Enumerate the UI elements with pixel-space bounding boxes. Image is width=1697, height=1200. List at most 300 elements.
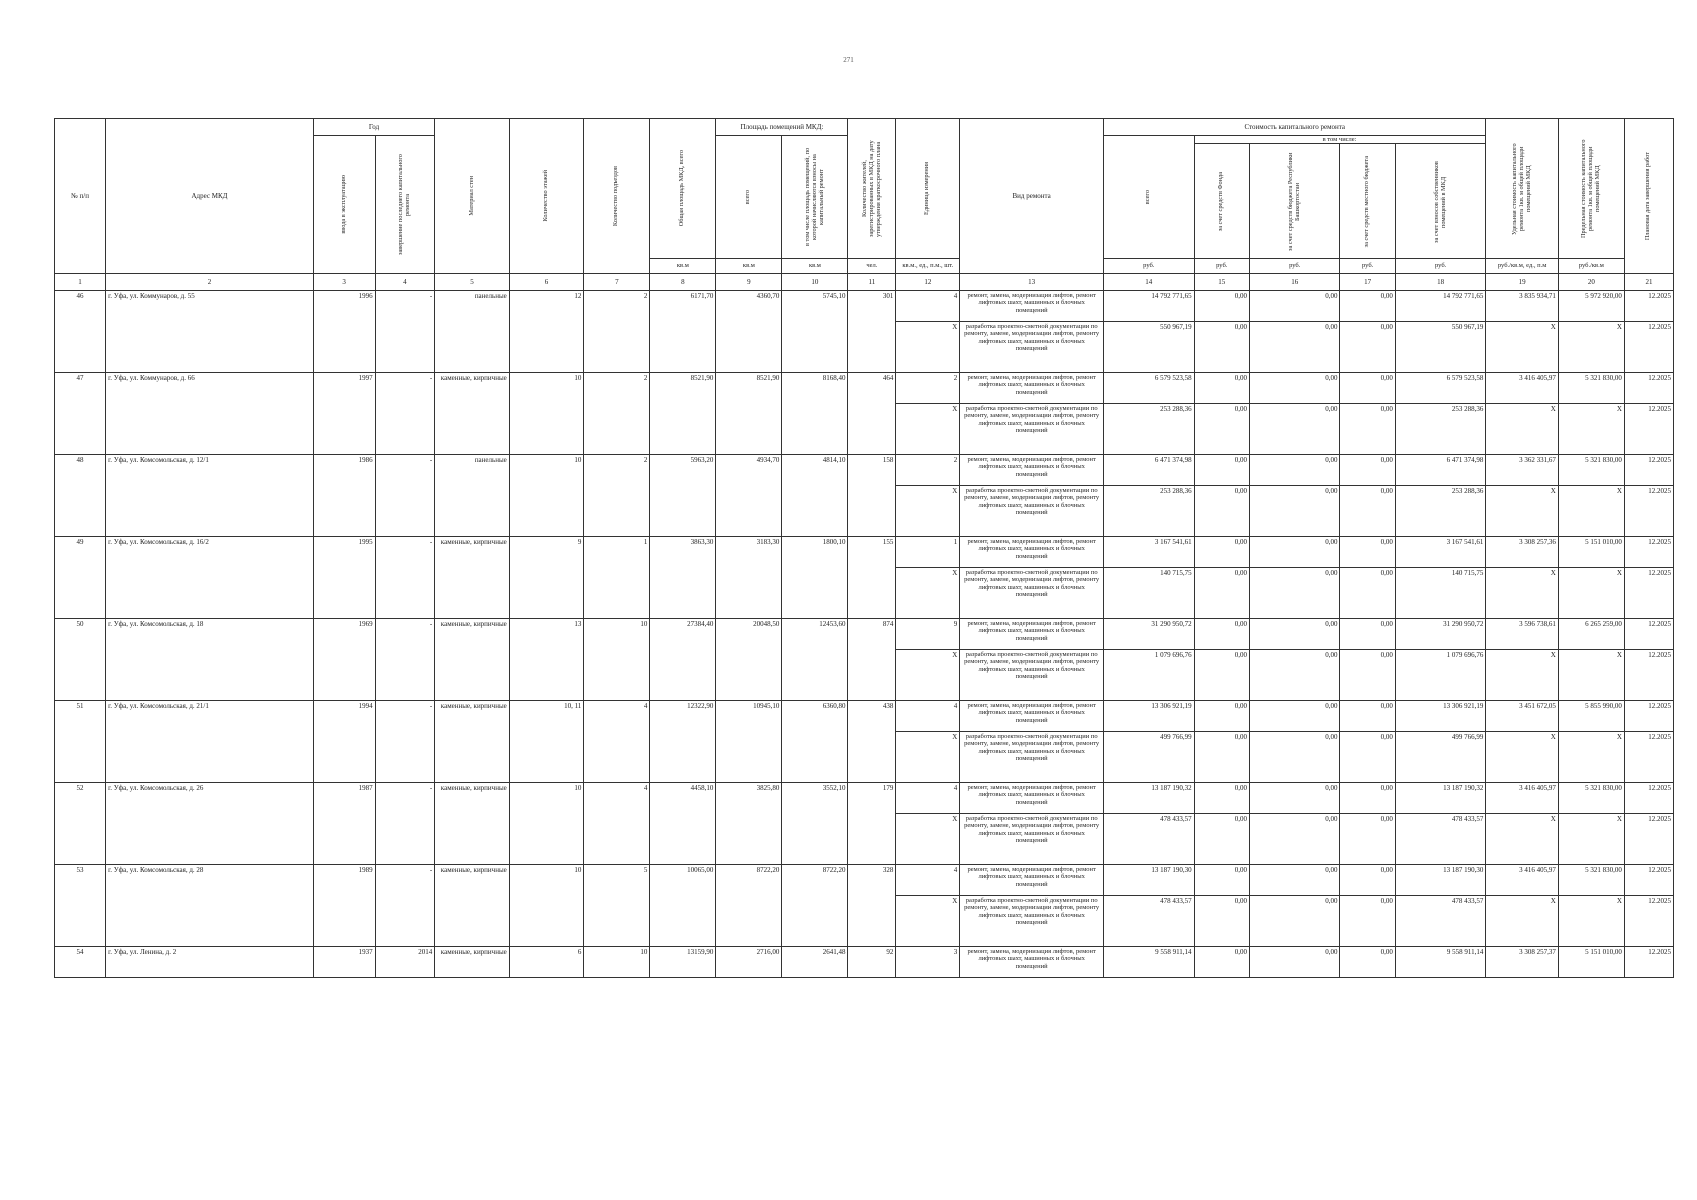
work-type: ремонт, замена, модернизация лифтов, ремонт лифтовых шахт, машинных и блочных помещений (960, 373, 1104, 404)
row-address: г. Уфа, ул. Ленина, д. 2 (106, 947, 314, 978)
unit-cost: 3 362 331,67 (1486, 455, 1558, 486)
header-year-group: Год (313, 119, 434, 136)
cost-local: 0,00 (1340, 865, 1395, 896)
row-entrances: 2 (584, 455, 650, 537)
work-unit: 2 (896, 455, 960, 486)
deadline: 12.2025 (1624, 896, 1673, 947)
deadline: 12.2025 (1624, 865, 1673, 896)
cost-total: 13 187 190,32 (1104, 783, 1195, 814)
cost-owners: 6 471 374,98 (1395, 455, 1486, 486)
cost-fund: 0,00 (1194, 322, 1249, 373)
column-number: 6 (509, 274, 584, 291)
cost-republic: 0,00 (1249, 619, 1340, 650)
column-number: 10 (782, 274, 848, 291)
table-row (55, 947, 1674, 978)
deadline: 12.2025 (1624, 568, 1673, 619)
max-cost: 6 265 259,00 (1558, 619, 1624, 650)
cost-local: 0,00 (1340, 619, 1395, 650)
column-number: 14 (1104, 274, 1195, 291)
row-floors: 10 (509, 783, 584, 865)
row-floors: 13 (509, 619, 584, 701)
max-cost: X (1558, 896, 1624, 947)
cost-republic: 0,00 (1249, 568, 1340, 619)
work-type: ремонт, замена, модернизация лифтов, ремонт лифтовых шахт, машинных и блочных помещений (960, 947, 1104, 978)
row-floors: 10 (509, 373, 584, 455)
cost-total: 550 967,19 (1104, 322, 1195, 373)
work-type: разработка проектно-сметной документации по ремонту, замене, модернизации лифтов, ремонту лифтовых шахт, машинных и блочных помещений (960, 404, 1104, 455)
cost-local: 0,00 (1340, 291, 1395, 322)
header-total-area: Общая площадь МКД, всего (650, 119, 716, 259)
cost-republic: 0,00 (1249, 373, 1340, 404)
unit-cost: 3 451 672,05 (1486, 701, 1558, 732)
row-area-total: 5963,20 (650, 455, 716, 537)
cost-republic: 0,00 (1249, 455, 1340, 486)
cost-fund: 0,00 (1194, 537, 1249, 568)
row-year-repair: - (375, 865, 435, 947)
column-number: 15 (1194, 274, 1249, 291)
work-type: разработка проектно-сметной документации по ремонту, замене, модернизации лифтов, ремонту лифтовых шахт, машинных и блочных помещений (960, 896, 1104, 947)
max-cost: 5 151 010,00 (1558, 947, 1624, 978)
cost-total: 140 715,75 (1104, 568, 1195, 619)
max-cost: 5 321 830,00 (1558, 783, 1624, 814)
cost-owners: 1 079 696,76 (1395, 650, 1486, 701)
unit-cell: кв.м., ед., п.м., шт. (896, 259, 960, 274)
unit-cost: 3 416 405,97 (1486, 865, 1558, 896)
header-num: № п/п (55, 119, 106, 274)
unit-cost: X (1486, 568, 1558, 619)
deadline: 12.2025 (1624, 537, 1673, 568)
cost-republic: 0,00 (1249, 783, 1340, 814)
row-year-built: 1995 (313, 537, 375, 619)
row-year-built: 1986 (313, 455, 375, 537)
row-year-built: 1937 (313, 947, 375, 978)
column-number: 20 (1558, 274, 1624, 291)
row-area-total: 27384,40 (650, 619, 716, 701)
table-row (55, 701, 1674, 732)
max-cost: 5 151 010,00 (1558, 537, 1624, 568)
column-number: 9 (716, 274, 782, 291)
cost-owners: 478 433,57 (1395, 814, 1486, 865)
unit-cost: X (1486, 486, 1558, 537)
cost-owners: 478 433,57 (1395, 896, 1486, 947)
row-area-all: 8521,90 (716, 373, 782, 455)
cost-republic: 0,00 (1249, 865, 1340, 896)
work-type: ремонт, замена, модернизация лифтов, ремонт лифтовых шахт, машинных и блочных помещений (960, 865, 1104, 896)
row-year-repair: - (375, 373, 435, 455)
cost-fund: 0,00 (1194, 455, 1249, 486)
cost-local: 0,00 (1340, 486, 1395, 537)
row-area-res: 5745,10 (782, 291, 848, 373)
unit-cost: 3 308 257,37 (1486, 947, 1558, 978)
work-unit: 4 (896, 783, 960, 814)
row-wall-material: панельные (435, 291, 510, 373)
column-number: 12 (896, 274, 960, 291)
cost-owners: 550 967,19 (1395, 322, 1486, 373)
cost-fund: 0,00 (1194, 732, 1249, 783)
row-entrances: 4 (584, 701, 650, 783)
header-entrances: Количество подъездов (584, 119, 650, 274)
work-unit: X (896, 568, 960, 619)
work-unit: X (896, 404, 960, 455)
cost-owners: 14 792 771,65 (1395, 291, 1486, 322)
cost-fund: 0,00 (1194, 291, 1249, 322)
deadline: 12.2025 (1624, 732, 1673, 783)
unit-cell: кв.м (650, 259, 716, 274)
cost-local: 0,00 (1340, 322, 1395, 373)
max-cost: X (1558, 404, 1624, 455)
cost-fund: 0,00 (1194, 814, 1249, 865)
table-row (55, 865, 1674, 896)
cost-owners: 6 579 523,58 (1395, 373, 1486, 404)
cost-fund: 0,00 (1194, 568, 1249, 619)
unit-cell: руб./кв.м, ед., п.м (1486, 259, 1558, 274)
row-year-built: 1969 (313, 619, 375, 701)
row-year-repair: - (375, 619, 435, 701)
unit-cost: 3 835 934,71 (1486, 291, 1558, 322)
deadline: 12.2025 (1624, 947, 1673, 978)
table-row (55, 619, 1674, 650)
row-floors: 6 (509, 947, 584, 978)
max-cost: X (1558, 814, 1624, 865)
work-unit: X (896, 322, 960, 373)
row-area-total: 6171,70 (650, 291, 716, 373)
table-row (55, 291, 1674, 322)
column-number: 21 (1624, 274, 1673, 291)
cost-republic: 0,00 (1249, 404, 1340, 455)
cost-total: 499 766,99 (1104, 732, 1195, 783)
row-year-repair: - (375, 537, 435, 619)
cost-total: 9 558 911,14 (1104, 947, 1195, 978)
row-number: 50 (55, 619, 106, 701)
row-entrances: 4 (584, 783, 650, 865)
work-type: ремонт, замена, модернизация лифтов, ремонт лифтовых шахт, машинных и блочных помещений (960, 783, 1104, 814)
work-type: разработка проектно-сметной документации по ремонту, замене, модернизации лифтов, ремонту лифтовых шахт, машинных и блочных помещений (960, 650, 1104, 701)
cost-fund: 0,00 (1194, 947, 1249, 978)
cost-fund: 0,00 (1194, 373, 1249, 404)
row-year-repair: - (375, 701, 435, 783)
row-year-built: 1996 (313, 291, 375, 373)
unit-cell: руб./кв.м (1558, 259, 1624, 274)
work-type: ремонт, замена, модернизация лифтов, ремонт лифтовых шахт, машинных и блочных помещений (960, 537, 1104, 568)
work-unit: 2 (896, 373, 960, 404)
cost-owners: 499 766,99 (1395, 732, 1486, 783)
unit-cost: X (1486, 650, 1558, 701)
row-area-res: 6360,80 (782, 701, 848, 783)
row-area-total: 12322,90 (650, 701, 716, 783)
row-residents: 464 (848, 373, 896, 455)
header-row-1 (55, 119, 1674, 136)
unit-cost: X (1486, 732, 1558, 783)
work-type: ремонт, замена, модернизация лифтов, ремонт лифтовых шахт, машинных и блочных помещений (960, 291, 1104, 322)
row-area-all: 10945,10 (716, 701, 782, 783)
row-year-built: 1997 (313, 373, 375, 455)
row-year-repair: - (375, 291, 435, 373)
deadline: 12.2025 (1624, 322, 1673, 373)
cost-local: 0,00 (1340, 783, 1395, 814)
cost-total: 14 792 771,65 (1104, 291, 1195, 322)
table-row (55, 783, 1674, 814)
cost-total: 6 579 523,58 (1104, 373, 1195, 404)
work-type: ремонт, замена, модернизация лифтов, ремонт лифтовых шахт, машинных и блочных помещений (960, 455, 1104, 486)
header-cost-local: за счет средств местного бюджета (1340, 136, 1395, 259)
max-cost: 5 321 830,00 (1558, 865, 1624, 896)
max-cost: 5 972 920,00 (1558, 291, 1624, 322)
row-entrances: 2 (584, 373, 650, 455)
unit-cost: X (1486, 814, 1558, 865)
row-entrances: 10 (584, 619, 650, 701)
header-area-residential: в том числе площадь помещений, по которой начисляются взносы на капитальный ремонт (782, 136, 848, 259)
unit-cost: X (1486, 404, 1558, 455)
row-area-total: 4458,10 (650, 783, 716, 865)
row-area-total: 13159,90 (650, 947, 716, 978)
deadline: 12.2025 (1624, 373, 1673, 404)
header-cost-total: всего (1104, 136, 1195, 259)
cost-total: 478 433,57 (1104, 896, 1195, 947)
cost-fund: 0,00 (1194, 404, 1249, 455)
row-address: г. Уфа, ул. Комсомольская, д. 26 (106, 783, 314, 865)
cost-total: 478 433,57 (1104, 814, 1195, 865)
deadline: 12.2025 (1624, 619, 1673, 650)
row-area-res: 4814,10 (782, 455, 848, 537)
cost-total: 31 290 950,72 (1104, 619, 1195, 650)
cost-owners: 9 558 911,14 (1395, 947, 1486, 978)
table-row (55, 373, 1674, 404)
header-address: Адрес МКД (106, 119, 314, 274)
column-number: 19 (1486, 274, 1558, 291)
work-unit: 9 (896, 619, 960, 650)
cost-local: 0,00 (1340, 404, 1395, 455)
work-unit: 4 (896, 865, 960, 896)
cost-total: 1 079 696,76 (1104, 650, 1195, 701)
table-row (55, 455, 1674, 486)
header-deadline: Плановая дата завершения работ (1624, 119, 1673, 274)
header-area-all: всего (716, 136, 782, 259)
cost-fund: 0,00 (1194, 650, 1249, 701)
unit-cell: руб. (1194, 259, 1249, 274)
row-area-all: 3825,80 (716, 783, 782, 865)
row-year-repair: 2014 (375, 947, 435, 978)
unit-cost: 3 416 405,97 (1486, 783, 1558, 814)
cost-owners: 253 288,36 (1395, 486, 1486, 537)
row-area-total: 8521,90 (650, 373, 716, 455)
row-address: г. Уфа, ул. Комсомольская, д. 21/1 (106, 701, 314, 783)
row-residents: 438 (848, 701, 896, 783)
unit-cost: 3 308 257,36 (1486, 537, 1558, 568)
unit-cost: 3 416 405,97 (1486, 373, 1558, 404)
unit-cost: X (1486, 322, 1558, 373)
row-number: 54 (55, 947, 106, 978)
deadline: 12.2025 (1624, 455, 1673, 486)
work-type: разработка проектно-сметной документации по ремонту, замене, модернизации лифтов, ремонту лифтовых шахт, машинных и блочных помещений (960, 568, 1104, 619)
row-number: 51 (55, 701, 106, 783)
unit-cell: руб. (1340, 259, 1395, 274)
column-number: 7 (584, 274, 650, 291)
row-residents: 155 (848, 537, 896, 619)
row-wall-material: каменные, кирпичные (435, 373, 510, 455)
cost-owners: 3 167 541,61 (1395, 537, 1486, 568)
work-unit: X (896, 732, 960, 783)
work-unit: 4 (896, 291, 960, 322)
row-area-res: 3552,10 (782, 783, 848, 865)
cost-total: 13 306 921,19 (1104, 701, 1195, 732)
unit-cost: X (1486, 896, 1558, 947)
row-number: 48 (55, 455, 106, 537)
header-unit-cost: Удельная стоимость капитального ремонта 1кв. м общей площади помещений МКД (1486, 119, 1558, 259)
work-unit: 1 (896, 537, 960, 568)
cost-republic: 0,00 (1249, 486, 1340, 537)
column-number: 17 (1340, 274, 1395, 291)
deadline: 12.2025 (1624, 814, 1673, 865)
work-type: разработка проектно-сметной документации по ремонту, замене, модернизации лифтов, ремонту лифтовых шахт, машинных и блочных помещений (960, 732, 1104, 783)
cost-fund: 0,00 (1194, 865, 1249, 896)
page-number: 271 (843, 56, 854, 64)
cost-local: 0,00 (1340, 947, 1395, 978)
max-cost: 5 321 830,00 (1558, 455, 1624, 486)
cost-local: 0,00 (1340, 701, 1395, 732)
row-floors: 12 (509, 291, 584, 373)
row-residents: 158 (848, 455, 896, 537)
row-floors: 9 (509, 537, 584, 619)
row-residents: 301 (848, 291, 896, 373)
capital-repair-table (54, 118, 1674, 978)
work-unit: X (896, 896, 960, 947)
row-year-repair: - (375, 783, 435, 865)
row-entrances: 1 (584, 537, 650, 619)
column-number: 16 (1249, 274, 1340, 291)
work-unit: X (896, 814, 960, 865)
header-unit: Единица измерения (896, 119, 960, 259)
work-unit: 3 (896, 947, 960, 978)
header-cost-owners: за счет взносов собственников помещений в МКД (1395, 136, 1486, 259)
row-floors: 10 (509, 865, 584, 947)
header-year-built: ввода в эксплуатацию (313, 136, 375, 274)
row-area-all: 20048,50 (716, 619, 782, 701)
row-area-all: 3183,30 (716, 537, 782, 619)
max-cost: X (1558, 568, 1624, 619)
cost-republic: 0,00 (1249, 291, 1340, 322)
work-type: ремонт, замена, модернизация лифтов, ремонт лифтовых шахт, машинных и блочных помещений (960, 619, 1104, 650)
row-area-res: 12453,60 (782, 619, 848, 701)
cost-fund: 0,00 (1194, 701, 1249, 732)
work-type: разработка проектно-сметной документации по ремонту, замене, модернизации лифтов, ремонту лифтовых шахт, машинных и блочных помещений (960, 322, 1104, 373)
cost-owners: 140 715,75 (1395, 568, 1486, 619)
row-wall-material: каменные, кирпичные (435, 701, 510, 783)
row-number: 47 (55, 373, 106, 455)
header-max-cost: Предельная стоимость капитального ремонта 1кв. м общей площади помещений МКД (1558, 119, 1624, 259)
row-area-all: 8722,20 (716, 865, 782, 947)
unit-cell: руб. (1395, 259, 1486, 274)
unit-cell: руб. (1104, 259, 1195, 274)
max-cost: X (1558, 732, 1624, 783)
row-wall-material: каменные, кирпичные (435, 947, 510, 978)
row-wall-material: панельные (435, 455, 510, 537)
header-floors: Количество этажей (509, 119, 584, 274)
row-area-total: 3863,30 (650, 537, 716, 619)
row-address: г. Уфа, ул. Комсомольская, д. 16/2 (106, 537, 314, 619)
row-area-all: 4360,70 (716, 291, 782, 373)
cost-local: 0,00 (1340, 896, 1395, 947)
cost-republic: 0,00 (1249, 322, 1340, 373)
deadline: 12.2025 (1624, 783, 1673, 814)
cost-fund: 0,00 (1194, 783, 1249, 814)
row-residents: 874 (848, 619, 896, 701)
cost-local: 0,00 (1340, 650, 1395, 701)
row-year-built: 1989 (313, 865, 375, 947)
row-year-built: 1994 (313, 701, 375, 783)
header-residents: Количество жителей, зарегистрированных в МКД на дату утверждения краткосрочного плана (848, 119, 896, 259)
cost-local: 0,00 (1340, 373, 1395, 404)
cost-owners: 13 187 190,30 (1395, 865, 1486, 896)
column-number: 11 (848, 274, 896, 291)
row-address: г. Уфа, ул. Коммунаров, д. 55 (106, 291, 314, 373)
cost-owners: 253 288,36 (1395, 404, 1486, 455)
work-unit: 4 (896, 701, 960, 732)
column-number: 18 (1395, 274, 1486, 291)
row-area-all: 2716,00 (716, 947, 782, 978)
row-area-res: 2641,48 (782, 947, 848, 978)
cost-republic: 0,00 (1249, 537, 1340, 568)
cost-local: 0,00 (1340, 568, 1395, 619)
unit-cell: кв.м (716, 259, 782, 274)
max-cost: X (1558, 486, 1624, 537)
table-body (55, 291, 1674, 978)
cost-owners: 13 306 921,19 (1395, 701, 1486, 732)
deadline: 12.2025 (1624, 291, 1673, 322)
cost-republic: 0,00 (1249, 732, 1340, 783)
column-number: 2 (106, 274, 314, 291)
unit-cell: чел. (848, 259, 896, 274)
row-residents: 179 (848, 783, 896, 865)
row-residents: 92 (848, 947, 896, 978)
cost-total: 3 167 541,61 (1104, 537, 1195, 568)
row-residents: 328 (848, 865, 896, 947)
unit-cost: 3 596 738,61 (1486, 619, 1558, 650)
deadline: 12.2025 (1624, 404, 1673, 455)
header-cost-republic: за счет средств бюджета Республики Башкортостан (1249, 136, 1340, 259)
cost-owners: 13 187 190,32 (1395, 783, 1486, 814)
row-number: 46 (55, 291, 106, 373)
column-number: 3 (313, 274, 375, 291)
max-cost: 5 855 990,00 (1558, 701, 1624, 732)
work-unit: X (896, 486, 960, 537)
max-cost: X (1558, 650, 1624, 701)
cost-republic: 0,00 (1249, 650, 1340, 701)
header-cost-group: Стоимость капитального ремонта (1104, 119, 1486, 136)
table-row (55, 537, 1674, 568)
cost-total: 253 288,36 (1104, 404, 1195, 455)
cost-local: 0,00 (1340, 732, 1395, 783)
cost-republic: 0,00 (1249, 814, 1340, 865)
header-cost-fund: в том числе: за счет средств Фонда (1194, 136, 1249, 259)
work-type: разработка проектно-сметной документации по ремонту, замене, модернизации лифтов, ремонту лифтовых шахт, машинных и блочных помещений (960, 814, 1104, 865)
cost-owners: 31 290 950,72 (1395, 619, 1486, 650)
row-area-res: 8722,20 (782, 865, 848, 947)
row-wall-material: каменные, кирпичные (435, 537, 510, 619)
unit-cell: кв.м (782, 259, 848, 274)
deadline: 12.2025 (1624, 486, 1673, 537)
row-area-res: 1800,10 (782, 537, 848, 619)
row-address: г. Уфа, ул. Комсомольская, д. 12/1 (106, 455, 314, 537)
header-year-repair: завершение последнего капитального ремонта (375, 136, 435, 274)
cost-fund: 0,00 (1194, 896, 1249, 947)
work-type: разработка проектно-сметной документации по ремонту, замене, модернизации лифтов, ремонту лифтовых шахт, машинных и блочных помещений (960, 486, 1104, 537)
header-work-type: Вид ремонта (960, 119, 1104, 274)
unit-cell: руб. (1249, 259, 1340, 274)
cost-total: 13 187 190,30 (1104, 865, 1195, 896)
column-number: 8 (650, 274, 716, 291)
deadline: 12.2025 (1624, 650, 1673, 701)
row-entrances: 5 (584, 865, 650, 947)
